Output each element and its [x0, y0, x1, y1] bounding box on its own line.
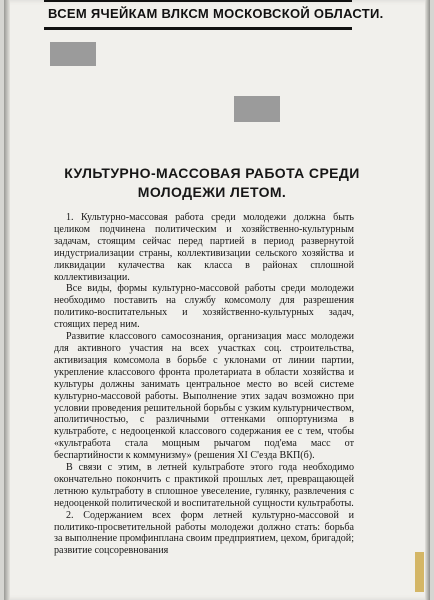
paragraph: Все виды, формы культурно-массовой работы среди молодежи необходимо поставить на службу комсомолу для разрешения политико-воспитательных и хозяйственно-культурных задач, стоящих перед ним.: [54, 283, 354, 331]
paragraph: 2. Содержанием всех форм летней культурно-массовой и политико-просветительной работы молодежи должно стать: борьба за выполнение промфинплана своим предприятием, цехом, бригадой; развитие соцсоревнования: [54, 509, 354, 557]
document-body: [54, 212, 354, 557]
document-header: ВСЕМ ЯЧЕЙКАМ ВЛКСМ МОСКОВСКОЙ ОБЛАСТИ.: [48, 6, 384, 21]
title-line: КУЛЬТУРНО-МАССОВАЯ РАБОТА СРЕДИ: [64, 165, 360, 181]
redaction-block: [234, 96, 280, 122]
paragraph: Развитие классового самосознания, организация масс молодежи для активного участия на всех участках соц. строительства, активизация комсомола в борьбе с уклонами от линии партии, укрепление классового фронта пролетариата в области хозяйства и культуры должны занимать центральное место во всей системе культурно-массовой работы. Выполнение этих задач возможно при условии проведения решительной борьбы с узким культурничеством, аполитичностью, с различными оттенками оппортунизма в культработе, с недооценкой классового содержания ее с тем, чтобы «культработа стала мощным рычагом под'ема масс от беспартийности к коммунизму» (решения XI С'езда ВКП(б).: [54, 331, 354, 462]
title-line: МОЛОДЕЖИ ЛЕТОМ.: [137, 184, 287, 200]
page-edge-left: [4, 0, 10, 600]
paragraph: В связи с этим, в летней культработе этого года необходимо окончательно покончить с практикой прошлых лет, превращающей летнюю культработу в сплошное увеселение, гулянку, развлечения с недооценкой политической и воспитательной сущности культработы.: [54, 462, 354, 509]
header-rule-bottom: [44, 27, 352, 30]
redaction-block: [50, 42, 96, 66]
document-title: [40, 164, 384, 202]
archive-stamp: [415, 552, 424, 592]
paragraph: 1. Культурно-массовая работа среди молодежи должна быть целиком подчинена политическим и хозяйственно-культурным задачам, стоящим сейчас перед партией в период развернутой индустриализации страны, коллективизации сельского хозяйства и ликвидации кулачества как класса в районах сплошной коллективизации.: [54, 212, 354, 283]
document-page: [4, 0, 430, 600]
page-edge-right: [425, 0, 430, 600]
